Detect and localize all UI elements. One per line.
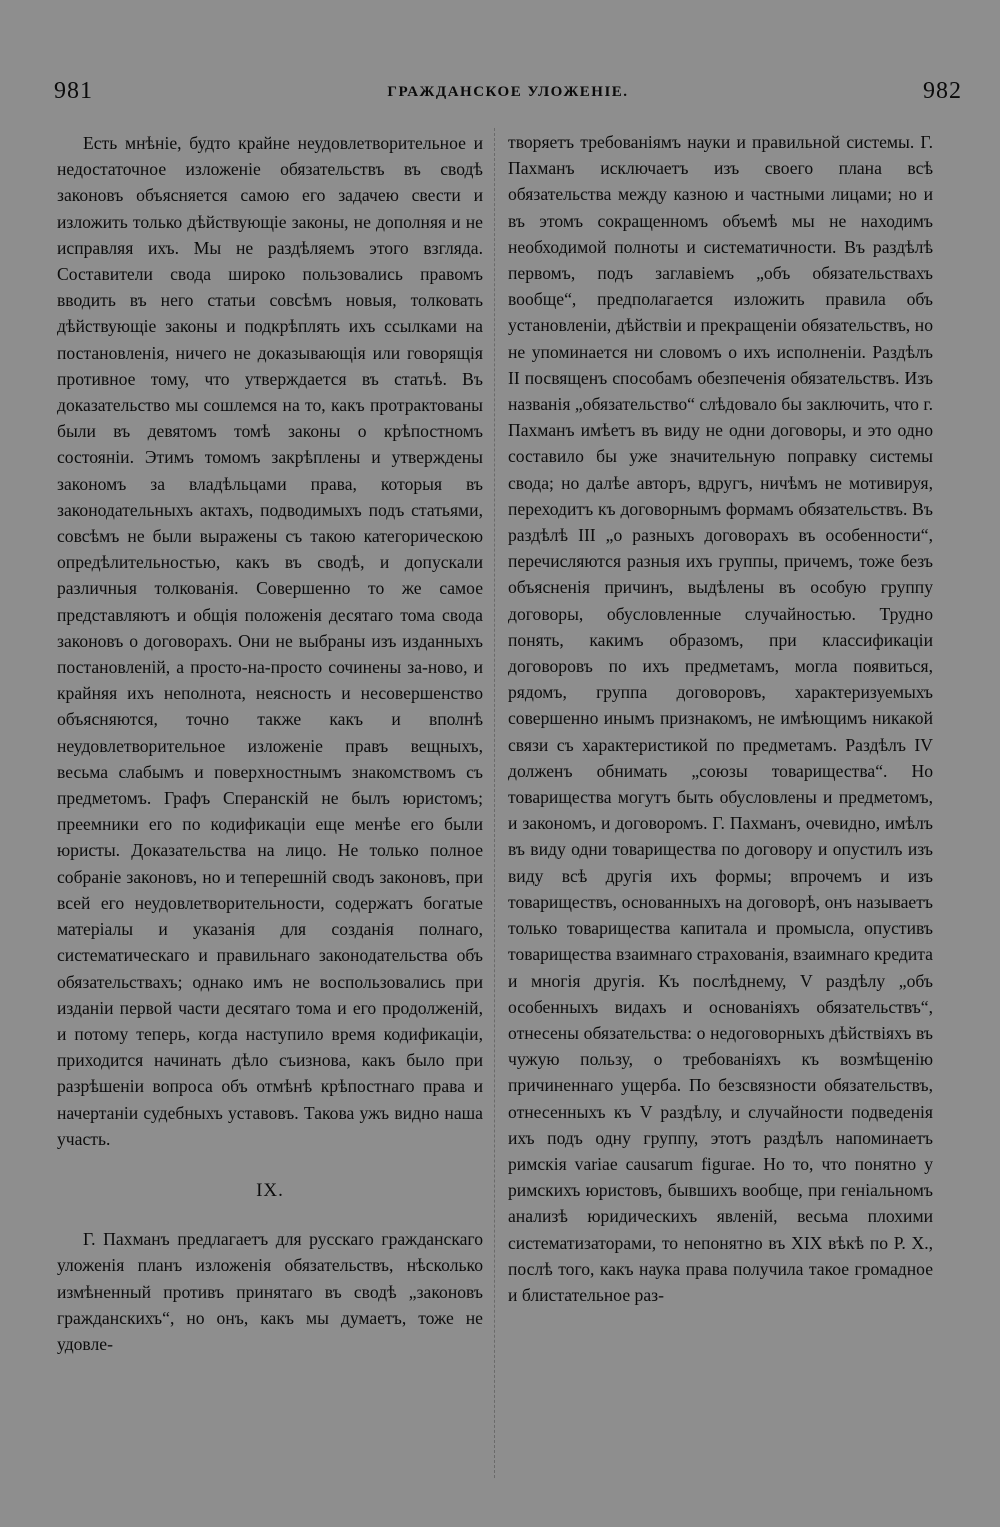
- paragraph: творяетъ требованіямъ науки и правильной системы. Г. Пахманъ исключаетъ изъ своего плана всѣ обязательства между казною и частными лицами; но и въ этомъ сокращенномъ объемѣ мы не находимъ необходимой полноты и систематичности. Въ раздѣлѣ первомъ, подъ заглавіемъ „объ обязательствахъ вообще“, предполагается изложить правила объ установленіи, дѣйствіи и прекращеніи обязательствъ, но не упоминается ни словомъ о ихъ исполненіи. Раздѣлъ II посвященъ способамъ обезпеченія обязательствъ. Изъ названія „обязательство“ слѣдовало бы заключить, что г. Пахманъ имѣетъ въ виду не одни договоры, и это одно составило бы уже значительную поправку системы свода; но далѣе авторъ, вдругъ, ничѣмъ не мотивируя, переходитъ къ договорнымъ формамъ обязательствъ. Въ раздѣлѣ III „о разныхъ договорахъ въ особенности“, перечисляются разныя ихъ группы, причемъ, тоже безъ объясненія причинъ, выдѣлены въ особую группу договоры, обусловленные случайностью. Трудно понять, какимъ образомъ, при классификаціи договоровъ по ихъ предметамъ, могла появиться, рядомъ, группа договоровъ, характеризуемыхъ совершенно инымъ признакомъ, не имѣющимъ никакой связи съ характеристикой по предметамъ. Раздѣлъ IV долженъ обнимать „союзы товарищества“. Но товарищества могутъ быть обусловлены и предметомъ, и закономъ, и договоромъ. Г. Пахманъ, очевидно, имѣлъ въ виду одни товарищества по договору и опустилъ изъ виду всѣ другія ихъ формы; впрочемъ и изъ товариществъ, основанныхъ на договорѣ, онъ называетъ только товарищества капитала и промысла, опустивъ товарищества взаимнаго страхованія, взаимнаго кредита и многія другія. Къ послѣднему, V раздѣлу „объ особенныхъ видахъ и основаніяхъ обязательствъ“, отнесены обязательства: о недоговорныхъ дѣйствіяхъ въ чужую пользу, о требованіяхъ къ возмѣщенію причиненнаго ущерба. По безсвязности обязательствъ, отнесенныхъ къ V раздѣлу, и случайности подведенія ихъ подъ одну группу, этотъ раздѣлъ напоминаетъ римскія variae causarum figurae. Но то, что понятно у римскихъ юристовъ, бывшихъ вообще, при геніальномъ анализѣ юридическихъ явленій, весьма плохими систематизаторами, то непонятно въ XIX вѣкѣ по Р. Х., послѣ того, какъ наука права получила такое громадное и блистательное раз-: [508, 132, 933, 1305]
- page-number-right: 982: [923, 78, 962, 104]
- left-column: [57, 130, 483, 1357]
- paragraph: Есть мнѣніе, будто крайне неудовлетворительное и недостаточное изложеніе обязательствъ въ сводѣ законовъ объясняется самою его задачею свести и изложить только дѣйствующіе законы, не дополняя и не исправляя ихъ. Мы не раздѣляемъ этого взгляда. Составители свода широко пользовались правомъ вводить въ него статьи совсѣмъ новыя, толковать дѣйствующіе законы и подкрѣплять ихъ ссылками на постановленія, ничего не доказывающія или говорящія противное тому, что утверждается въ статьѣ. Въ доказательство мы сошлемся на то, какъ протрактованы были въ девятомъ томѣ законы о крѣпостномъ состояніи. Этимъ томомъ закрѣплены и утверждены закономъ за владѣльцами права, которыя въ законодательныхъ актахъ, подводимыхъ подъ статьями, совсѣмъ не были выражены съ такою категорическою опредѣлительностью, какъ въ сводѣ, и допускали различныя толкованія. Совершенно то же самое представляютъ и общія положенія десятаго тома свода законовъ о договорахъ. Они не выбраны изъ изданныхъ постановленій, а просто-на-просто сочинены за-ново, и крайняя ихъ неполнота, неясность и несовершенство объясняются, точно также какъ и вполнѣ неудовлетворительное изложеніе правъ вещныхъ, весьма слабымъ и поверхностнымъ знакомствомъ съ предметомъ. Графъ Сперанскій не былъ юристомъ; преемники его по кодификаціи еще менѣе его были юристы. Доказательства на лицо. Не только полное собраніе законовъ, но и теперешній сводъ законовъ, при всей его неудовлетворительности, содержатъ богатые матеріалы и указанія для созданія полнаго, систематическаго и правильнаго законодательства объ обязательствахъ; однако имъ не воспользовались при изданіи первой части десятаго тома и его продолженій, и потому теперь, когда наступило время кодификаціи, приходится начинать дѣло съизнова, какъ было при разрѣшеніи вопроса объ отмѣнѣ крѣпостнаго права и начертаніи судебныхъ уставовъ. Такова ужъ видно наша участь.: [57, 133, 483, 1149]
- section-number: IX.: [256, 1179, 284, 1201]
- paragraph: Г. Пахманъ предлагаетъ для русскаго гражданскаго уложенія планъ изложенія обязательствъ, нѣсколько измѣненный противъ принятаго въ сводѣ „законовъ гражданскихъ“, но онъ, какъ мы думаетъ, тоже не удовле-: [57, 1229, 483, 1354]
- right-column: [508, 129, 933, 1308]
- page-number-left: 981: [54, 78, 93, 104]
- running-title: ГРАЖДАНСКОЕ УЛОЖЕНІЕ.: [387, 84, 629, 100]
- column-divider: [494, 128, 495, 1478]
- page-header: [54, 78, 962, 108]
